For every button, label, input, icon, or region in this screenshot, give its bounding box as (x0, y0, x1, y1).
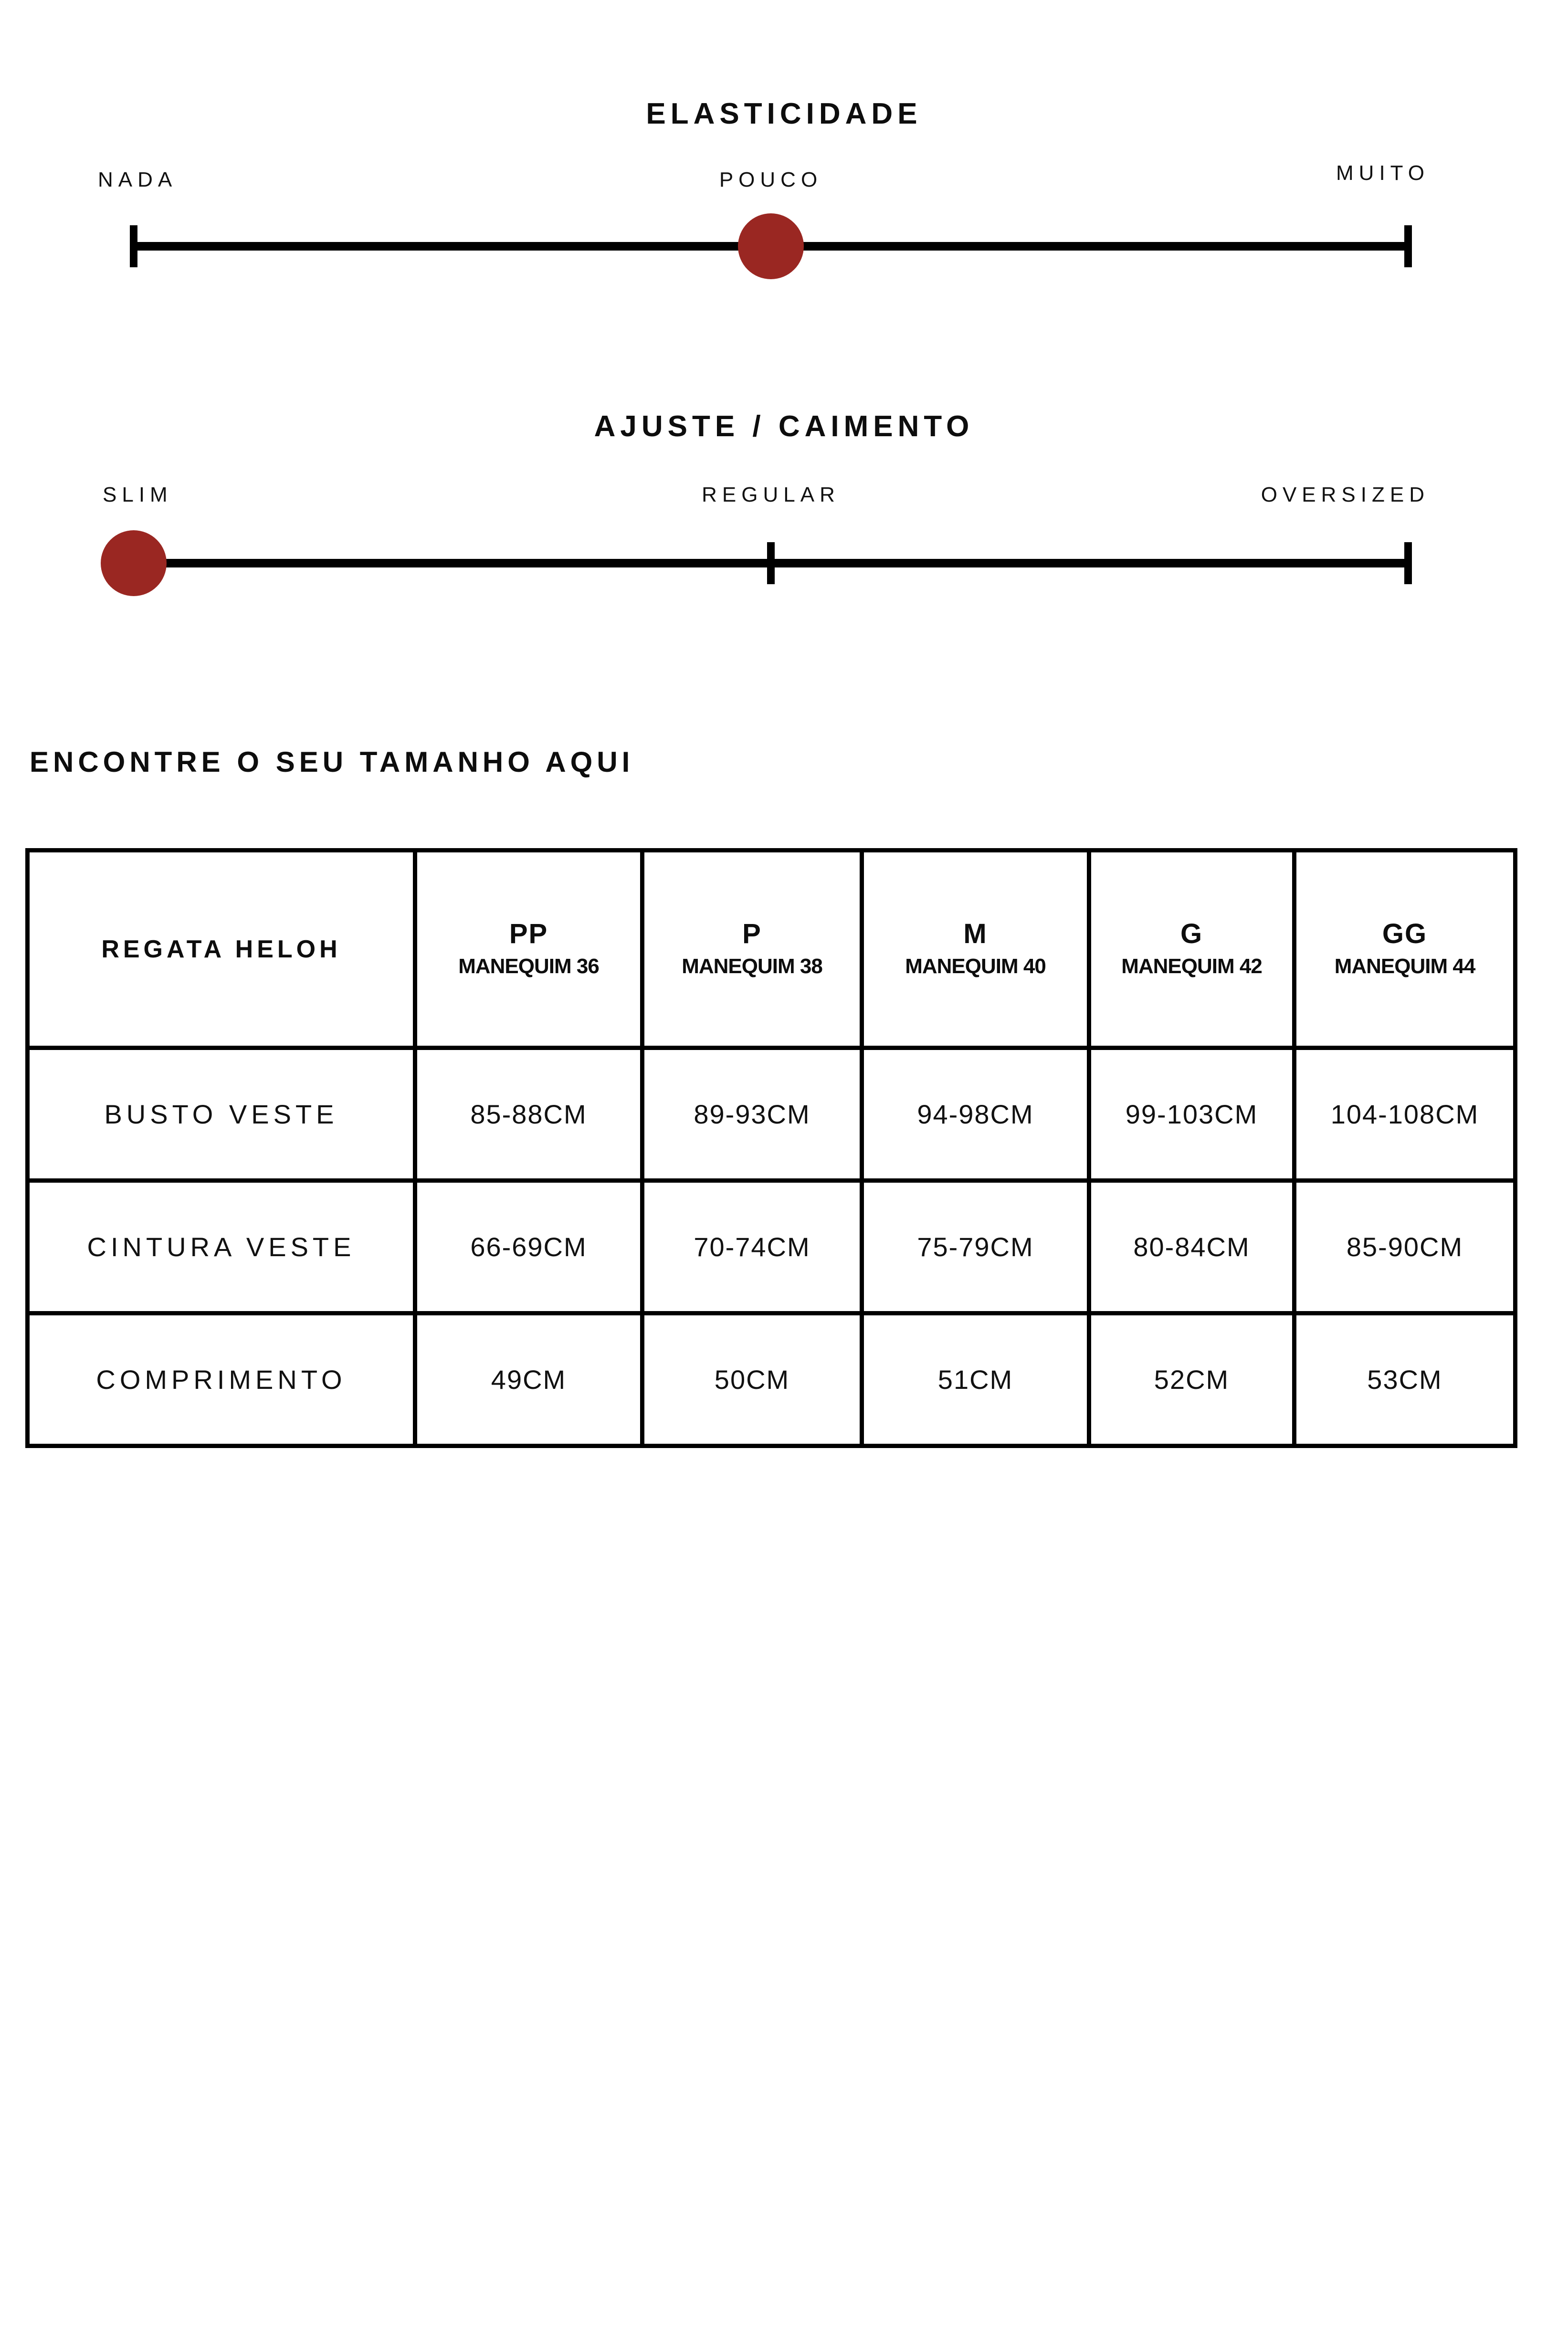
cell-value: 104-108CM (1330, 1099, 1479, 1129)
size-letter: PP (509, 918, 548, 950)
cell-value: 75-79CM (917, 1232, 1034, 1262)
mannequin-label: MANEQUIM 42 (1121, 955, 1262, 978)
table-header-row (28, 850, 1515, 1048)
cell-value: 89-93CM (694, 1099, 810, 1129)
fit-label-oversized: OVERSIZED (1261, 483, 1430, 506)
table-row-busto (28, 1048, 1515, 1181)
cell-value: 53CM (1367, 1365, 1442, 1395)
elasticity-slider-dot (738, 213, 804, 279)
slider-tick (1404, 542, 1412, 584)
header-cell-p (642, 850, 862, 1048)
table-row-cintura (28, 1181, 1515, 1313)
mannequin-label: MANEQUIM 36 (458, 955, 599, 978)
size-letter: G (1180, 918, 1203, 950)
elasticity-slider-track (134, 242, 1408, 251)
cell-value: 85-88CM (470, 1099, 587, 1129)
elasticity-label-nada: NADA (98, 168, 178, 191)
slider-tick (1404, 225, 1412, 267)
table-corner-cell (28, 850, 415, 1048)
elasticity-label-muito: MUITO (1336, 161, 1430, 185)
cell-value: 50CM (714, 1365, 790, 1395)
size-letter: GG (1382, 918, 1428, 950)
product-name: REGATA HELOH (101, 935, 341, 963)
mannequin-label: MANEQUIM 40 (905, 955, 1046, 978)
cell-value: 51CM (937, 1365, 1013, 1395)
cell-value: 66-69CM (470, 1232, 587, 1262)
cell-value: 94-98CM (917, 1099, 1034, 1129)
fit-slider-track (134, 559, 1408, 567)
fit-label-regular: REGULAR (702, 483, 840, 506)
slider-tick (130, 225, 137, 267)
fit-label-slim: SLIM (103, 483, 173, 506)
fit-slider-dot (101, 530, 167, 596)
header-cell-pp (415, 850, 642, 1048)
mannequin-label: MANEQUIM 38 (682, 955, 822, 978)
cell-value: 85-90CM (1346, 1232, 1463, 1262)
cell-value: 70-74CM (694, 1232, 810, 1262)
elasticity-title: ELASTICIDADE (646, 97, 922, 130)
row-label: BUSTO VESTE (104, 1099, 338, 1129)
header-cell-gg (1294, 850, 1515, 1048)
mannequin-label: MANEQUIM 44 (1334, 955, 1475, 978)
header-cell-m (862, 850, 1089, 1048)
row-label: COMPRIMENTO (96, 1365, 347, 1395)
size-table (25, 848, 1517, 1448)
cell-value: 80-84CM (1133, 1232, 1250, 1262)
header-cell-g (1089, 850, 1294, 1048)
cell-value: 49CM (491, 1365, 567, 1395)
size-letter: M (963, 918, 988, 950)
size-guide-heading: ENCONTRE O SEU TAMANHO AQUI (30, 746, 634, 778)
size-letter: P (742, 918, 762, 950)
table-row-comprimento (28, 1313, 1515, 1446)
cell-value: 99-103CM (1125, 1099, 1258, 1129)
cell-value: 52CM (1154, 1365, 1230, 1395)
fit-title: AJUSTE / CAIMENTO (594, 410, 974, 443)
elasticity-label-pouco: POUCO (719, 168, 823, 191)
row-label: CINTURA VESTE (87, 1232, 356, 1262)
slider-tick (767, 542, 775, 584)
